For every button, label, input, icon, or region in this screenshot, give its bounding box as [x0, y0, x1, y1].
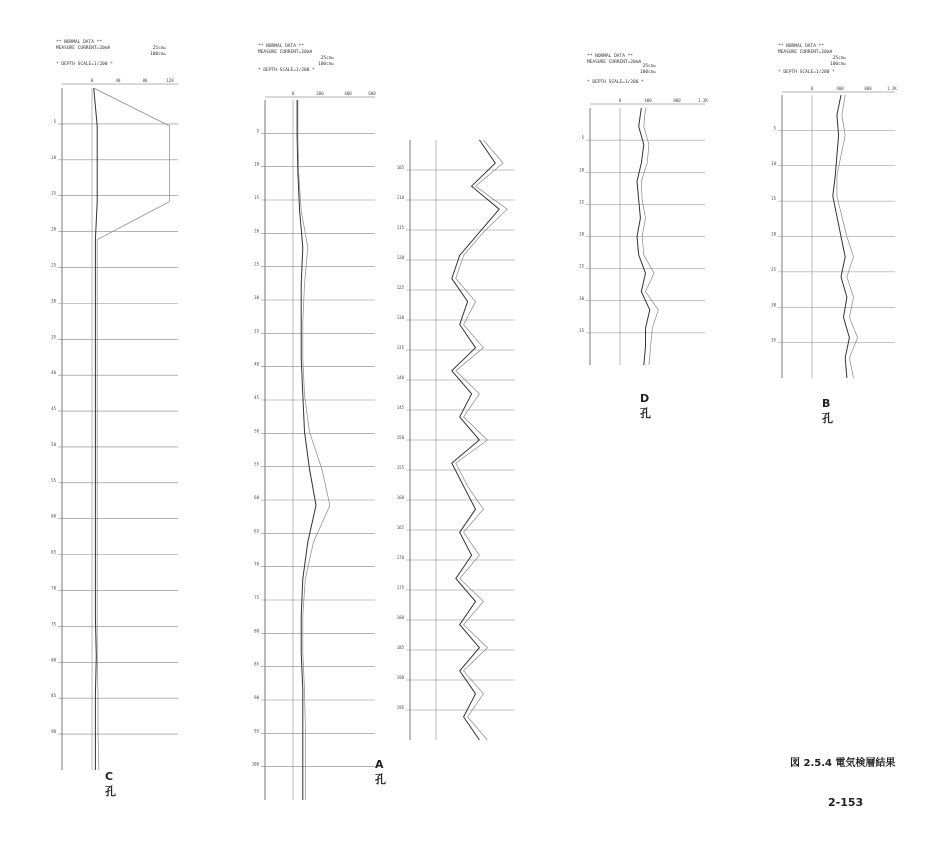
depth-tick-label: 20 — [579, 231, 584, 237]
scale-tick-label: 800 — [673, 98, 681, 103]
scale-tick-label: 0 — [90, 78, 94, 83]
depth-tick-label: 25 — [579, 263, 584, 269]
depth-tick-label: 130 — [396, 315, 404, 320]
depth-tick-label: 40 — [51, 370, 56, 376]
depth-tick-label: 10 — [771, 160, 776, 166]
depth-tick-label: 145 — [396, 405, 404, 410]
depth-tick-label: 85 — [254, 661, 259, 667]
depth-tick-label: 5 — [773, 125, 776, 131]
depth-tick-label: 40 — [254, 361, 259, 367]
depth-tick-label: 35 — [51, 334, 56, 340]
depth-tick-label: 35 — [771, 337, 776, 343]
scale-tick-label: 1.2K — [887, 86, 897, 91]
panel-c-label: C孔 — [105, 770, 116, 798]
depth-tick-label: 90 — [254, 695, 259, 700]
depth-tick-label: 35 — [254, 328, 259, 334]
scale-tick-label: 800 — [864, 86, 872, 91]
depth-tick-label: 140 — [396, 375, 404, 380]
depth-tick-label: 85 — [51, 693, 56, 699]
depth-tick-label: 55 — [51, 477, 56, 483]
depth-tick-label: 35 — [579, 327, 584, 333]
depth-tick-label: 25 — [51, 262, 56, 268]
depth-tick-label: 80 — [51, 657, 56, 663]
depth-tick-label: 125 — [396, 285, 404, 290]
depth-tick-label: 65 — [254, 528, 259, 534]
panel-d-depth-scale: * DEPTH SCALE=1/200 * — [587, 80, 644, 85]
depth-tick-label: 10 — [579, 167, 584, 173]
depth-tick-label: 15 — [579, 199, 584, 205]
panel-b-header: ** NORMAL DATA ** MEASURE CURRENT=20mA — [778, 44, 833, 55]
scale-tick-label: 400 — [836, 86, 844, 91]
scale-tick-label: 80 — [142, 78, 148, 83]
depth-tick-label: 30 — [771, 302, 776, 308]
panel-d-legend: 25cm= 100cm= — [640, 64, 657, 75]
depth-tick-label: 100 — [251, 761, 259, 767]
depth-tick-label: 45 — [51, 406, 56, 412]
panel-a-depth-scale: * DEPTH SCALE=1/200 * — [258, 68, 315, 73]
depth-tick-label: 50 — [254, 428, 259, 434]
depth-tick-label: 25 — [771, 266, 776, 272]
scale-tick-label: 1.2K — [698, 98, 708, 103]
depth-tick-label: 95 — [254, 728, 259, 734]
depth-tick-label: 115 — [396, 225, 404, 230]
depth-tick-label: 155 — [396, 465, 404, 470]
depth-tick-label: 10 — [254, 161, 259, 167]
depth-tick-label: 25 — [254, 261, 259, 267]
figure-caption: 図 2.5.4 電気検層結果 — [790, 758, 896, 769]
depth-tick-label: 65 — [51, 549, 56, 555]
depth-tick-label: 195 — [396, 705, 404, 710]
panel-c-legend: 25cm= 100cm= — [150, 46, 167, 57]
depth-tick-label: 55 — [254, 461, 259, 467]
depth-tick-label: 20 — [51, 226, 56, 232]
depth-tick-label: 5 — [256, 128, 259, 134]
scale-tick-label: 600 — [368, 91, 376, 96]
scale-tick-label: 0 — [291, 91, 295, 96]
depth-tick-label: 10 — [51, 154, 56, 160]
panel-d-label: D孔 — [640, 392, 651, 420]
depth-tick-label: 20 — [254, 228, 259, 234]
depth-tick-label: 30 — [51, 298, 56, 304]
scale-tick-label: 400 — [644, 98, 652, 103]
panel-a-label: A孔 — [375, 758, 386, 786]
panel-b-depth-scale: * DEPTH SCALE=1/200 * — [778, 70, 835, 75]
panel-c-header: ** NORMAL DATA ** MEASURE CURRENT=20mA — [56, 40, 111, 51]
depth-tick-label: 45 — [254, 395, 259, 400]
depth-tick-label: 175 — [396, 585, 404, 590]
depth-tick-label: 5 — [53, 118, 56, 124]
depth-tick-label: 90 — [51, 729, 56, 735]
depth-tick-label: 150 — [396, 435, 404, 440]
depth-tick-label: 30 — [254, 295, 259, 300]
depth-tick-label: 70 — [51, 585, 56, 591]
depth-tick-label: 105 — [396, 165, 404, 170]
panel-a-legend: 25cm= 100cm= — [318, 56, 335, 67]
page-number: 2-153 — [828, 796, 864, 809]
depth-tick-label: 15 — [254, 195, 259, 200]
panel-a-header: ** NORMAL DATA ** MEASURE CURRENT=20mA — [258, 44, 313, 55]
panel-b-legend: 25cm= 100cm= — [830, 56, 847, 67]
depth-tick-label: 135 — [396, 345, 404, 350]
depth-tick-label: 70 — [254, 561, 259, 567]
depth-tick-label: 160 — [396, 495, 404, 500]
depth-tick-label: 75 — [254, 595, 259, 600]
scale-tick-label: 0 — [618, 98, 622, 103]
panel-b-label: B孔 — [822, 397, 833, 425]
depth-tick-label: 75 — [51, 621, 56, 627]
depth-tick-label: 5 — [581, 135, 584, 141]
scale-tick-label: 120 — [166, 78, 174, 83]
panel-d-header: ** NORMAL DATA ** MEASURE CURRENT=20mA — [587, 54, 642, 65]
depth-tick-label: 110 — [396, 195, 404, 200]
scale-tick-label: 0 — [810, 86, 814, 91]
scale-tick-label: 40 — [115, 78, 121, 83]
depth-tick-label: 80 — [254, 628, 259, 634]
depth-tick-label: 50 — [51, 441, 56, 447]
depth-tick-label: 170 — [396, 555, 404, 560]
scale-tick-label: 400 — [344, 91, 352, 96]
depth-tick-label: 15 — [51, 190, 56, 196]
scale-tick-label: 200 — [316, 91, 324, 96]
depth-tick-label: 15 — [771, 196, 776, 202]
depth-tick-label: 60 — [51, 513, 56, 519]
depth-tick-label: 20 — [771, 231, 776, 237]
depth-tick-label: 190 — [396, 675, 404, 680]
depth-tick-label: 120 — [396, 255, 404, 260]
depth-tick-label: 185 — [396, 645, 404, 650]
depth-tick-label: 60 — [254, 495, 259, 500]
depth-tick-label: 165 — [396, 525, 404, 530]
depth-tick-label: 30 — [579, 295, 584, 301]
depth-tick-label: 180 — [396, 615, 404, 620]
panel-c-depth-scale: * DEPTH SCALE=1/200 * — [56, 62, 113, 67]
